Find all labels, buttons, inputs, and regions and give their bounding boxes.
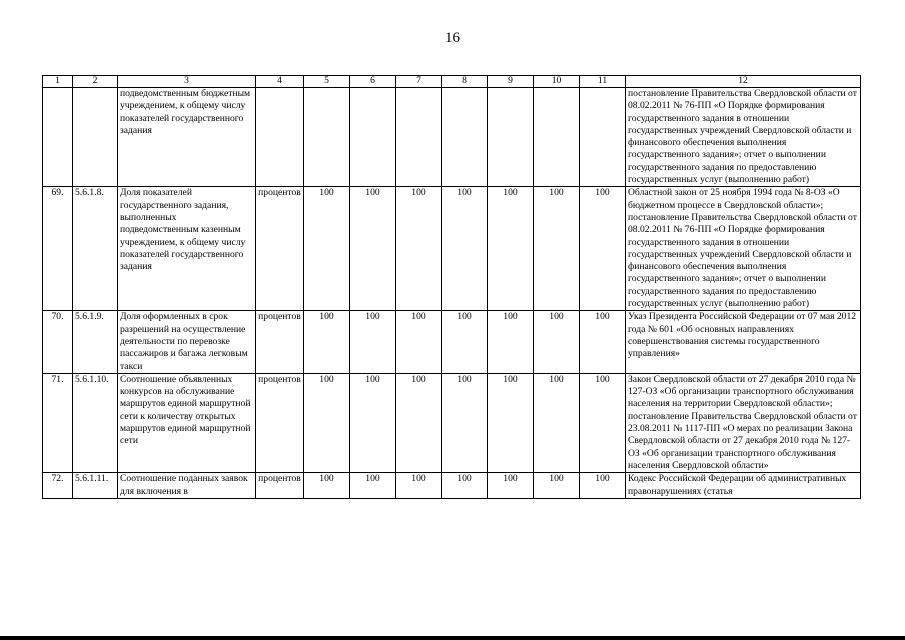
value-cell: 100 bbox=[488, 311, 534, 373]
unit-cell: процентов bbox=[256, 187, 304, 311]
value-cell: 100 bbox=[488, 373, 534, 472]
legal-basis-cell: Указ Президента Российской Федерации от 07 мая 2012 года № 601 «Об основных направлениях совершенствования системы государственного управления» bbox=[626, 311, 861, 373]
value-cell: 100 bbox=[396, 473, 442, 499]
value-cell: 100 bbox=[442, 373, 488, 472]
page-number: 16 bbox=[445, 30, 460, 46]
legal-basis-cell: Кодекс Российской Федерации об административных правонарушениях (статья bbox=[626, 473, 861, 499]
value-cell: 100 bbox=[442, 473, 488, 499]
value-cell: 100 bbox=[304, 187, 350, 311]
value-cell: 100 bbox=[396, 187, 442, 311]
indicator-name: Доля показателей государственного задания, выполненных подведомственным казенным учреждением, к общему числу показателей государственного задания bbox=[118, 187, 256, 311]
row-number: 70. bbox=[43, 311, 73, 373]
unit-cell: процентов bbox=[256, 373, 304, 472]
value-cell bbox=[304, 88, 350, 187]
column-header: 7 bbox=[396, 76, 442, 88]
table-row bbox=[43, 311, 861, 373]
value-cell bbox=[534, 88, 580, 187]
row-number: 69. bbox=[43, 187, 73, 311]
indicator-code bbox=[73, 88, 118, 187]
value-cell: 100 bbox=[396, 311, 442, 373]
value-cell: 100 bbox=[488, 473, 534, 499]
indicator-code: 5.6.1.10. bbox=[73, 373, 118, 472]
table-row bbox=[43, 187, 861, 311]
value-cell: 100 bbox=[580, 473, 626, 499]
row-number bbox=[43, 88, 73, 187]
legal-basis-cell: Областной закон от 25 ноября 1994 года № 8-ОЗ «О бюджетном процессе в Свердловской области»; постановление Правительства Свердловской области от 08.02.2011 № 76-ПП «О Порядке формирования государственного задания в отношении государственных учреждений Свердловской области и финансового обеспечения выполнения государственного задания»; отчет о выполнении государственного задания по предоставлению государственных услуг (выполнению работ) bbox=[626, 187, 861, 311]
indicator-code: 5.6.1.9. bbox=[73, 311, 118, 373]
value-cell bbox=[442, 88, 488, 187]
value-cell: 100 bbox=[350, 373, 396, 472]
column-header: 2 bbox=[73, 76, 118, 88]
value-cell bbox=[396, 88, 442, 187]
row-number: 71. bbox=[43, 373, 73, 472]
value-cell: 100 bbox=[534, 473, 580, 499]
column-header: 8 bbox=[442, 76, 488, 88]
indicator-code: 5.6.1.11. bbox=[73, 473, 118, 499]
column-header: 10 bbox=[534, 76, 580, 88]
value-cell: 100 bbox=[304, 473, 350, 499]
value-cell: 100 bbox=[350, 311, 396, 373]
table-row bbox=[43, 373, 861, 472]
indicator-name: Соотношение объявленных конкурсов на обслуживание маршрутов единой маршрутной сети к количеству открытых маршрутов единой маршрутной сети bbox=[118, 373, 256, 472]
unit-cell bbox=[256, 88, 304, 187]
unit-cell: процентов bbox=[256, 311, 304, 373]
value-cell: 100 bbox=[580, 187, 626, 311]
table-row bbox=[43, 88, 861, 187]
value-cell: 100 bbox=[534, 311, 580, 373]
value-cell: 100 bbox=[580, 373, 626, 472]
value-cell: 100 bbox=[580, 311, 626, 373]
value-cell: 100 bbox=[304, 311, 350, 373]
column-header: 1 bbox=[43, 76, 73, 88]
value-cell: 100 bbox=[350, 187, 396, 311]
value-cell: 100 bbox=[488, 187, 534, 311]
row-number: 72. bbox=[43, 473, 73, 499]
column-header: 3 bbox=[118, 76, 256, 88]
legal-basis-cell: Закон Свердловской области от 27 декабря 2010 года № 127-ОЗ «Об организации транспортного обслуживания населения на территории Свердловской области»; постановление Правительства Свердловской области от 23.08.2011 № 1117-ПП «О мерах по реализации Закона Свердловской области от 27 декабря 2010 года № 127-ОЗ «Об организации транспортного обслуживания населения Свердловской области» bbox=[626, 373, 861, 472]
program-indicators-table bbox=[42, 75, 861, 499]
value-cell: 100 bbox=[442, 311, 488, 373]
value-cell bbox=[350, 88, 396, 187]
indicator-name: Доля оформленных в срок разрешений на осуществление деятельности по перевозке пассажиров и багажа легковым такси bbox=[118, 311, 256, 373]
column-header: 9 bbox=[488, 76, 534, 88]
indicator-name: Соотношение поданных заявок для включения в bbox=[118, 473, 256, 499]
table-header-row bbox=[43, 76, 861, 88]
unit-cell: процентов bbox=[256, 473, 304, 499]
value-cell: 100 bbox=[534, 373, 580, 472]
value-cell: 100 bbox=[442, 187, 488, 311]
legal-basis-cell: постановление Правительства Свердловской области от 08.02.2011 № 76-ПП «О Порядке формирования государственного задания в отношении государственных учреждений Свердловской области и финансового обеспечения выполнения государственного задания»; отчет о выполнении государственного задания по предоставлению государственных услуг (выполнению работ) bbox=[626, 88, 861, 187]
value-cell: 100 bbox=[534, 187, 580, 311]
value-cell: 100 bbox=[304, 373, 350, 472]
value-cell: 100 bbox=[350, 473, 396, 499]
table-row bbox=[43, 473, 861, 499]
indicator-name: подведомственным бюджетным учреждением, к общему числу показателей государственного задания bbox=[118, 88, 256, 187]
column-header: 6 bbox=[350, 76, 396, 88]
scan-bottom-edge bbox=[0, 636, 905, 640]
value-cell: 100 bbox=[396, 373, 442, 472]
column-header: 11 bbox=[580, 76, 626, 88]
indicator-code: 5.6.1.8. bbox=[73, 187, 118, 311]
value-cell bbox=[580, 88, 626, 187]
column-header: 4 bbox=[256, 76, 304, 88]
column-header: 12 bbox=[626, 76, 861, 88]
value-cell bbox=[488, 88, 534, 187]
column-header: 5 bbox=[304, 76, 350, 88]
